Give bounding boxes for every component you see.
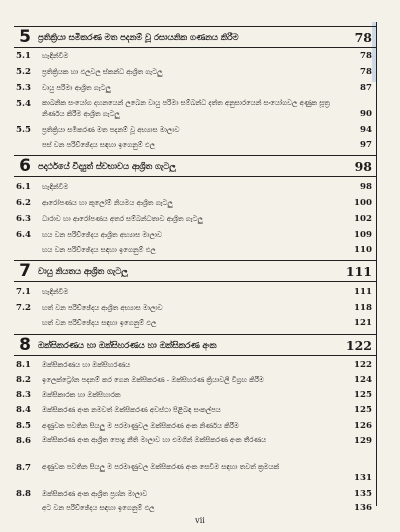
section-page: 124: [354, 375, 372, 385]
section-number: 5.1: [16, 51, 31, 61]
toc-entry: [14, 212, 376, 226]
section-number: 8.2: [16, 375, 31, 385]
section-title: ඔක්සිකරණ අංක නමවත් ඔක්සිකරණ අවස්ථා පිළිබඳ සංකල්පය: [42, 405, 221, 414]
chapter-page: 122: [345, 337, 372, 353]
section-page: 102: [354, 214, 372, 224]
section-page: 98: [360, 182, 372, 192]
chapter-title: වායු නියතය ආශ්‍රිත ගැටලු: [38, 265, 128, 276]
section-title: හැඳින්වීම: [42, 287, 69, 296]
section-number: 6.2: [16, 198, 31, 208]
chapter-number: 6: [19, 156, 31, 176]
section-title: ධාරාව හා ආරෝපණය අතර සම්බන්ධතාව ආශ්‍රිත ගැටලු: [42, 214, 203, 223]
section-number: 8.5: [16, 421, 31, 431]
toc-entry: [14, 301, 376, 315]
section-number: 8.3: [16, 390, 31, 400]
section-title: වායු පරිමා ආශ්‍රිත ගැටලු: [42, 83, 111, 92]
toc-entry: [14, 487, 376, 501]
section-title: අට වන පරිච්ඡේදය සඳහා ඉගෙනුම් ඵල: [42, 503, 155, 512]
toc-entry: [14, 81, 376, 95]
section-title: අණුවක පවතින සියලු ම පරමාණුවල ඔක්සිකරණ අංක නිර්ණය කිරීම: [42, 421, 239, 430]
toc-entry: [14, 358, 376, 372]
section-number: 8.1: [16, 360, 31, 370]
section-title: ඔක්සිකරණය හා ඔක්සිහරණය: [42, 360, 131, 369]
toc-entry: [14, 316, 376, 330]
section-title: කාබනික සංයෝග දහනයෙන් ලබෙන වායු පරිමා සම්බන්ධ දත්ත අනුසාරයෙන් සංයෝගවල අණුක සූත්‍ර නිර්ණය කිරීම ආශ්‍රිත ගැටලු: [42, 99, 330, 118]
toc-entry: [14, 285, 376, 299]
chapter-number: 7: [19, 261, 31, 281]
toc-entry: [14, 434, 376, 458]
chapter-page: 111: [345, 263, 372, 279]
section-title: පස් වන පරිච්ඡේදය සඳහා ඉගෙනුම් ඵල: [42, 140, 155, 149]
section-number: 8.4: [16, 405, 31, 415]
section-page: 121: [354, 318, 372, 328]
section-page: 90: [360, 109, 372, 119]
section-number: 5.4: [16, 99, 31, 109]
section-page: 109: [354, 230, 372, 240]
section-title: ප්‍රතික්‍රියක හා ඵලවල ස්කන්ධ ආශ්‍රිත ගැටලු: [42, 67, 163, 76]
section-number: 6.1: [16, 182, 31, 192]
chapter-title: ප්‍රතික්‍රියා සමීකරණ මත පදනම් වූ රසායනික ගණනය කිරීම: [38, 31, 239, 42]
section-page: 100: [354, 198, 372, 208]
section-page: 78: [360, 67, 372, 77]
section-number: 5.5: [16, 125, 31, 135]
toc-entry: [14, 461, 376, 485]
section-page: 97: [360, 140, 372, 150]
section-page: 78: [360, 51, 372, 61]
toc-page: [14, 22, 386, 513]
chapter-number: 8: [19, 335, 31, 355]
chapter-title: ඔක්සිකරණය හා ඔක්සිහරණය හා ඔක්සිකරණ අංක: [38, 339, 217, 350]
section-title: හැඳින්වීම: [42, 182, 69, 191]
section-page: 136: [354, 503, 372, 513]
section-number: 8.7: [16, 463, 31, 473]
toc-entry: [14, 123, 376, 137]
section-title: ඔක්සිකරණ අංක ආශ්‍රිත ප්‍රශ්න මාලාව: [42, 489, 148, 498]
section-page: 110: [354, 245, 372, 255]
section-number: 6.4: [16, 230, 31, 240]
section-number: 8.6: [16, 436, 31, 446]
section-title: අණුවක පවතින සියලු ම පරමාණුවල ඔක්සිකරණ අංක සෙවීම සඳහා තවත් ක්‍රමයක්: [42, 463, 280, 471]
section-title: හත් වන පරිච්ඡේදය සඳහා ඉගෙනුම් ඵල: [42, 318, 157, 327]
section-page: 122: [354, 360, 372, 370]
chapter-heading: [14, 26, 376, 48]
section-page: 131: [354, 473, 372, 483]
page-number: vii: [195, 516, 205, 525]
section-page: 87: [360, 83, 372, 93]
toc-entry: [14, 243, 376, 257]
section-title: ආරෝපණය හා කූලෝම් නියමය ආශ්‍රිත ගැටලු: [42, 198, 173, 207]
toc-entry: [14, 180, 376, 194]
section-title: හත් වන පරිච්ඡේදය ආශ්‍රිත අභ්‍යාස මාලාව: [42, 303, 163, 312]
toc-entry: [14, 403, 376, 417]
section-title: ඔක්සිකාරක හා ඔක්සිහාරක: [42, 390, 121, 399]
section-title: ඉලෙක්ට්‍රෝන පදනම් කර ගෙන ඔක්සිකරණ - ඔක්සිහරණ ක්‍රියාවලි විග්‍රහ කිරීම: [42, 375, 264, 384]
toc-entry: [14, 501, 376, 515]
section-number: 7.1: [16, 287, 31, 297]
section-page: 125: [354, 405, 372, 415]
section-title: ඔක්සිකරණ අංක ආශ්‍රිත පොදු නීති මාලාව හා එමගින් ඔක්සිකරණ අංක තීරණය: [42, 436, 267, 444]
chapter-page: 78: [354, 29, 372, 45]
section-page: 118: [354, 303, 372, 313]
section-number: 5.2: [16, 67, 31, 77]
section-title: හැඳින්වීම: [42, 51, 69, 60]
toc-entry: [14, 196, 376, 210]
section-number: 6.3: [16, 214, 31, 224]
chapter-title: පදාර්ථයේ විද්‍යුත් ස්වභාවය ආශ්‍රිත ගැටලු: [38, 160, 176, 171]
chapter-number: 5: [19, 27, 31, 47]
toc-entry: [14, 65, 376, 79]
section-number: 5.3: [16, 83, 31, 93]
chapter-heading: [14, 155, 376, 177]
section-page: 111: [354, 287, 372, 297]
section-page: 94: [360, 125, 372, 135]
toc-entry: [14, 373, 376, 387]
section-title: හය වන පරිච්ඡේදය ආශ්‍රිත අභ්‍යාස මාලාව: [42, 230, 162, 239]
section-page: 126: [354, 421, 372, 431]
toc-entry: [14, 97, 376, 121]
toc-entry: [14, 228, 376, 242]
chapter-heading: [14, 260, 376, 282]
section-page: 135: [354, 489, 372, 499]
section-number: 8.8: [16, 489, 31, 499]
section-page: 129: [354, 436, 372, 446]
section-title: ප්‍රතික්‍රියා සමීකරණ මත පදනම් වූ අභ්‍යාස මාලාව: [42, 125, 180, 134]
section-page: 125: [354, 390, 372, 400]
section-number: 7.2: [16, 303, 31, 313]
section-title: හය වන පරිච්ඡේදය සඳහා ඉගෙනුම් ඵල: [42, 245, 156, 254]
chapter-heading: [14, 334, 376, 356]
toc-entry: [14, 49, 376, 63]
toc-entry: [14, 388, 376, 402]
toc-entry: [14, 138, 376, 152]
toc-entry: [14, 419, 376, 433]
chapter-page: 98: [354, 158, 372, 174]
